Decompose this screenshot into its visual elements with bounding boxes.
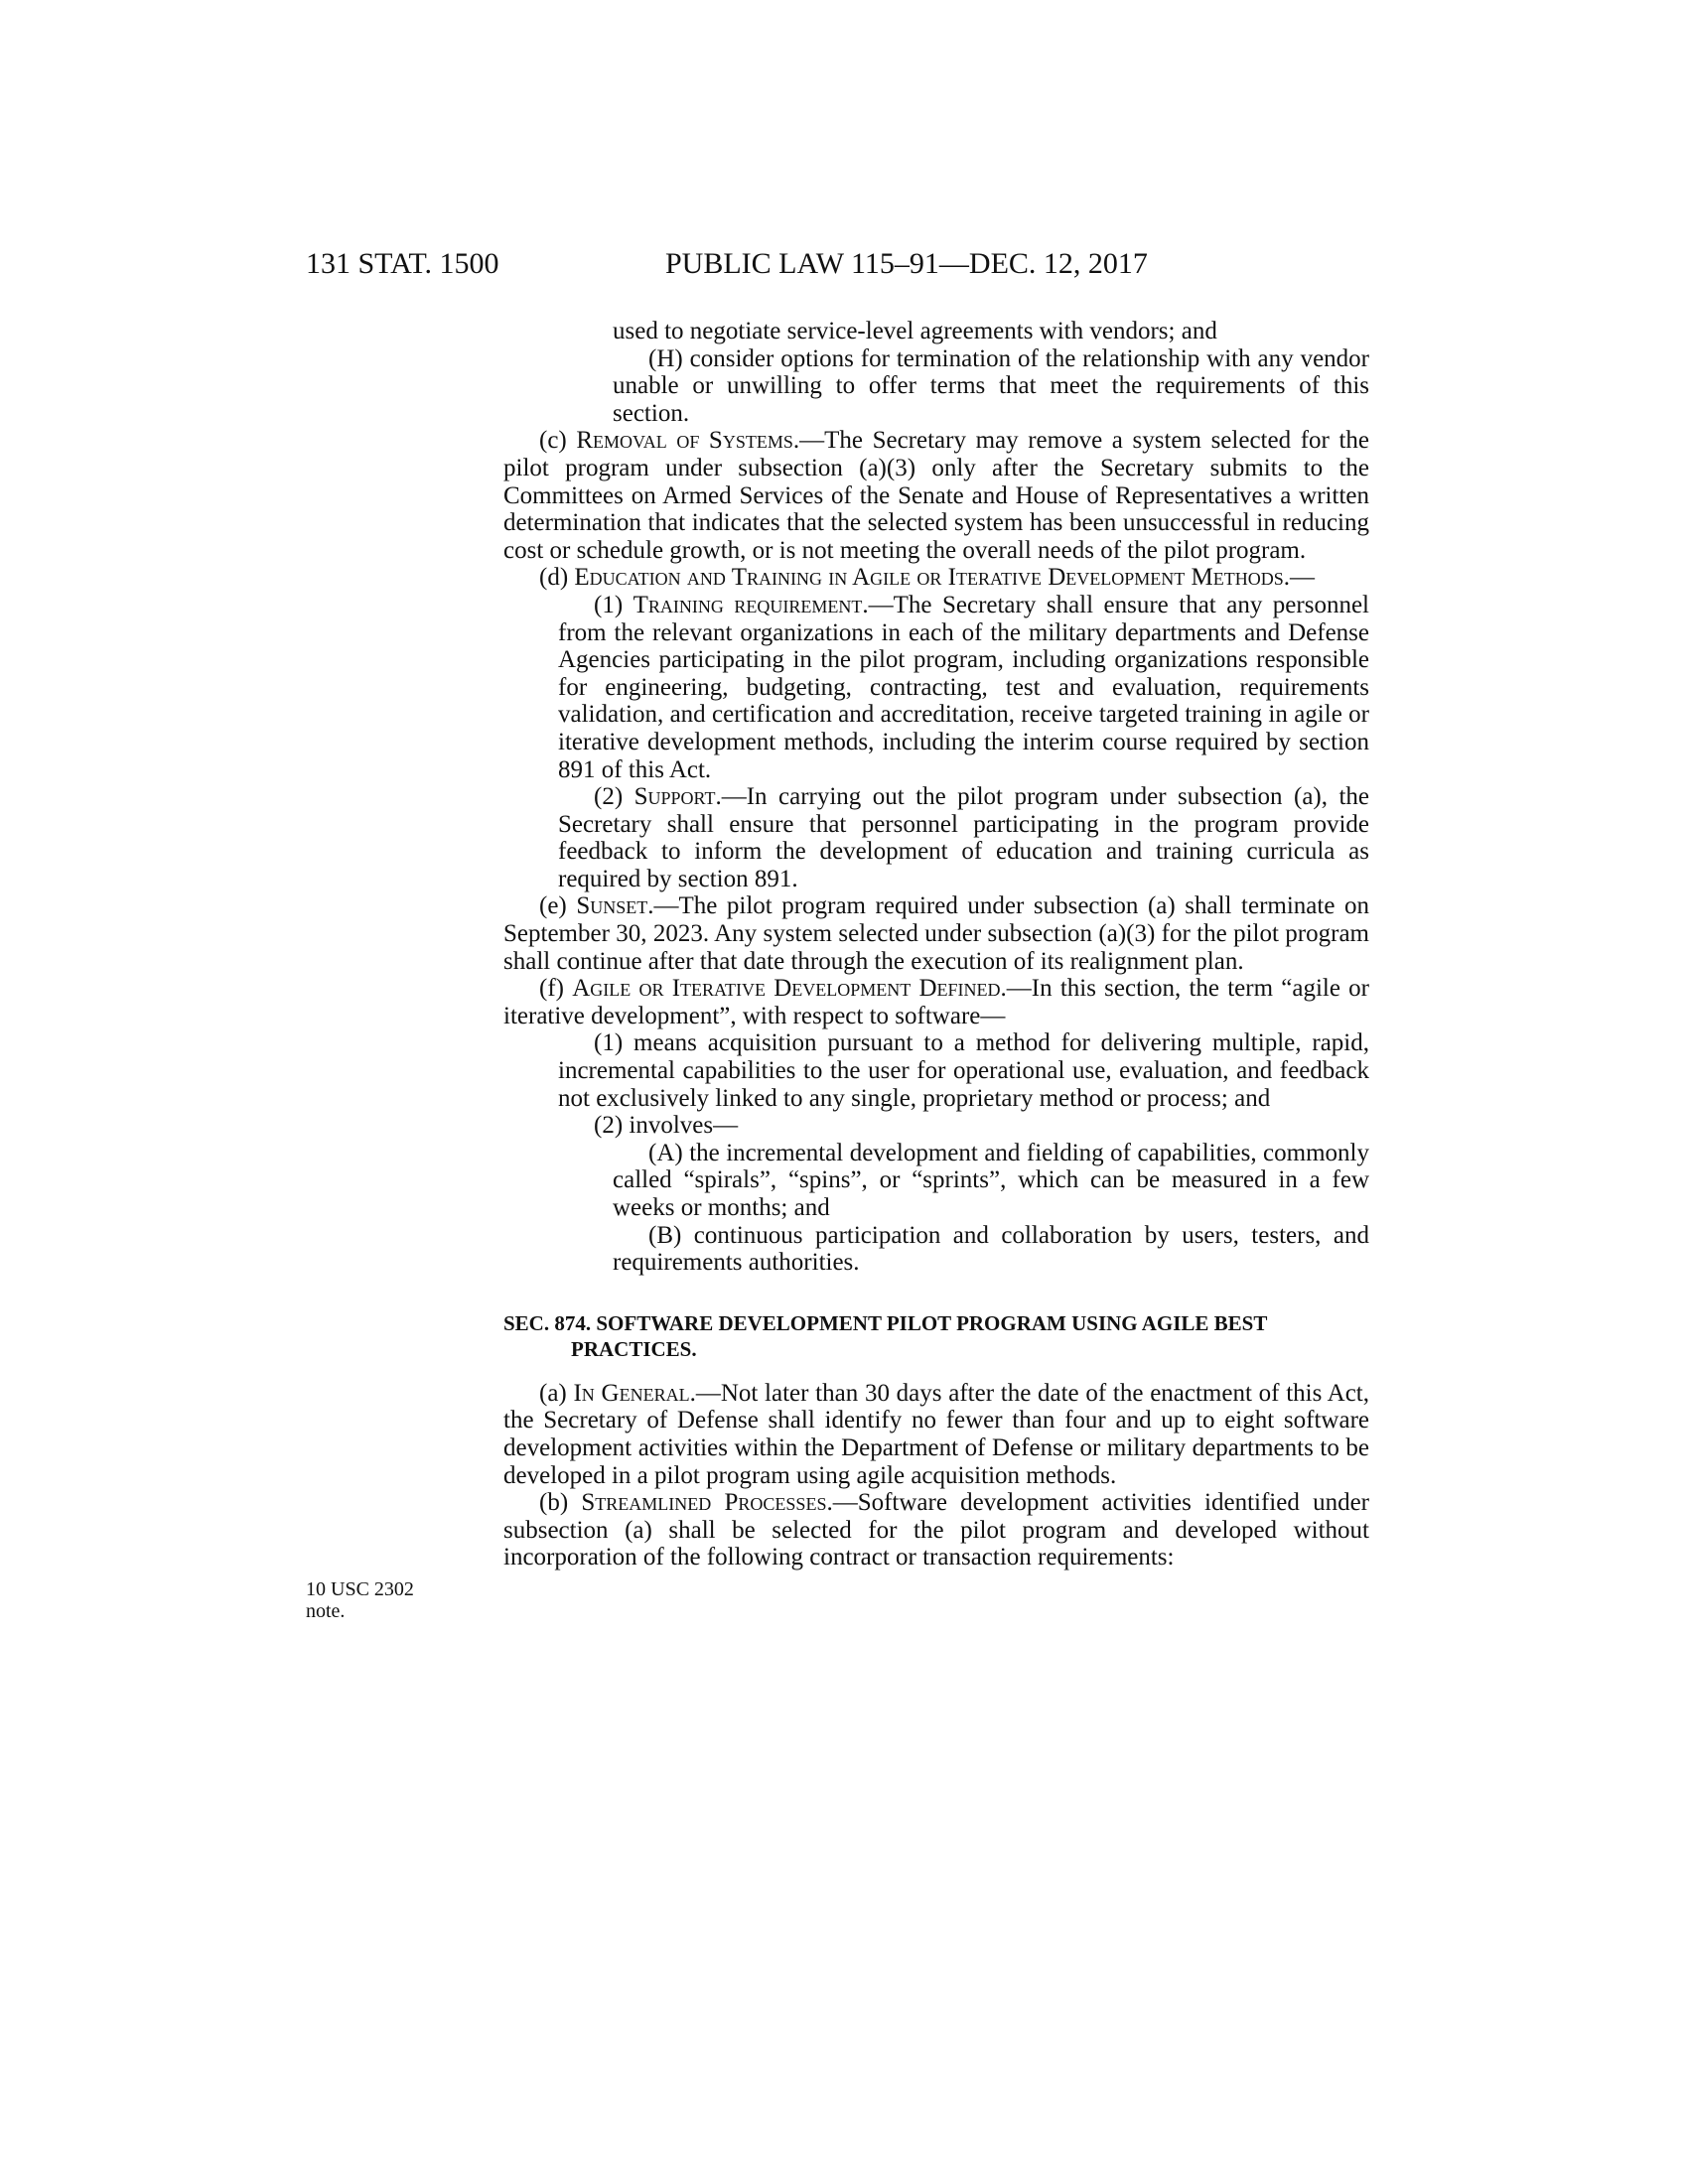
subsection-d bbox=[503, 564, 1369, 592]
subparagraph-f2a: (A) the incremental development and fielding of capabilities, commonly called “spirals”, “spins”, or “sprints”, which can be measured in a few weeks or months; and bbox=[613, 1139, 1369, 1221]
paragraph-d1-heading: Training requirement. bbox=[633, 591, 869, 618]
paragraph-d2 bbox=[503, 783, 1369, 892]
section-874-a-number: (a) bbox=[539, 1379, 574, 1407]
section-874-b-text: —Software development activities identified under subsection (a) shall be selected for the pilot program and developed without incorporation of the following contract or transaction requirements: bbox=[503, 1489, 1369, 1571]
subsection-f bbox=[503, 975, 1369, 1029]
subsection-f-heading: Agile or Iterative Development Defined. bbox=[572, 975, 1007, 1003]
section-874-a-heading: In General. bbox=[573, 1379, 696, 1407]
public-law-running-head: PUBLIC LAW 115–91—DEC. 12, 2017 bbox=[665, 247, 1148, 280]
paragraph-d2-number: (2) bbox=[594, 783, 634, 811]
subsection-e-heading: Sunset. bbox=[576, 892, 654, 920]
paragraph-f1: (1) means acquisition pursuant to a method for delivering multiple, rapid, incremental capabilities to the user for operational use, evaluation, and feedback not exclusively linked to any single, proprietary method or process; and bbox=[558, 1029, 1369, 1112]
statute-body bbox=[503, 318, 1369, 1571]
paragraph-h: (H) consider options for termination of the relationship with any vendor unable or unwilling to offer terms that meet the requirements of this section. bbox=[613, 344, 1369, 427]
subparagraph-f2b: (B) continuous participation and collaboration by users, testers, and requirements authorities. bbox=[613, 1221, 1369, 1277]
section-874-b-heading: Streamlined Processes. bbox=[581, 1489, 833, 1517]
subsection-f-number: (f) bbox=[539, 975, 573, 1003]
paragraph-f2: (2) involves— bbox=[594, 1112, 739, 1140]
subsection-d-text: — bbox=[1289, 564, 1315, 592]
section-874-heading: SEC. 874. SOFTWARE DEVELOPMENT PILOT PROGRAM USING AGILE BEST PRACTICES. bbox=[503, 1310, 1267, 1361]
subsection-e bbox=[503, 892, 1369, 975]
subsection-d-heading: Education and Training in Agile or Iterative Development Methods. bbox=[574, 564, 1290, 592]
subsection-c bbox=[503, 427, 1369, 564]
paragraph-d1-number: (1) bbox=[594, 591, 633, 618]
section-874-subsection-b bbox=[503, 1489, 1369, 1571]
section-874-a-text: —Not later than 30 days after the date of the enactment of this Act, the Secretary of Defense shall identify no fewer than four and up to eight software development activities within the Department of Defense or military departments to be developed in a pilot program using agile acquisition methods. bbox=[503, 1379, 1370, 1489]
subsection-d-number: (d) bbox=[539, 564, 575, 592]
subsection-e-text: —The pilot program required under subsection (a) shall terminate on September 30, 2023. Any system selected under subsection (a)(3) for the pilot program shall continue after that date through the execution of its realignment plan. bbox=[503, 892, 1369, 975]
subsection-c-heading: Removal of Systems. bbox=[576, 427, 800, 455]
subsection-c-number: (c) bbox=[539, 427, 577, 455]
paragraph-d2-text: —In carrying out the pilot program under subsection (a), the Secretary shall ensure that personnel participating in the program provide feedback to inform the development of education and training curricula as required by section 891. bbox=[558, 783, 1370, 892]
subsection-c-text: —The Secretary may remove a system selected for the pilot program under subsection (a)(3) only after the Secretary submits to the Committees on Armed Services of the Senate and House of Representatives a written determination that indicates that the selected system has been unsuccessful in reducing cost or schedule growth, or is not meeting the overall needs of the pilot program. bbox=[503, 427, 1369, 564]
margin-note bbox=[306, 1578, 425, 1622]
margin-note-suffix: note. bbox=[306, 1600, 346, 1622]
paragraph-g-continuation: used to negotiate service-level agreements with vendors; and bbox=[613, 318, 1217, 344]
margin-note-citation: 10 USC 2302 bbox=[306, 1578, 414, 1600]
paragraph-d1 bbox=[503, 592, 1369, 783]
subsection-f-text: —In this section, the term “agile or iterative development”, with respect to software— bbox=[503, 975, 1369, 1029]
paragraph-d2-heading: Support. bbox=[633, 783, 722, 811]
subsection-e-number: (e) bbox=[539, 892, 577, 920]
paragraph-d1-text: —The Secretary shall ensure that any personnel from the relevant organizations in each of the military departments and Defense Agencies participating in the pilot program, including organizations responsible for engineering, budgeting, contracting, test and evaluation, requirements validation, and certification and accreditation, receive targeted training in agile or iterative development methods, including the interim course required by section 891 of this Act. bbox=[558, 591, 1369, 783]
stat-page-reference: 131 STAT. 1500 bbox=[306, 247, 499, 280]
section-874-b-number: (b) bbox=[539, 1489, 582, 1517]
section-874-subsection-a bbox=[503, 1380, 1369, 1489]
